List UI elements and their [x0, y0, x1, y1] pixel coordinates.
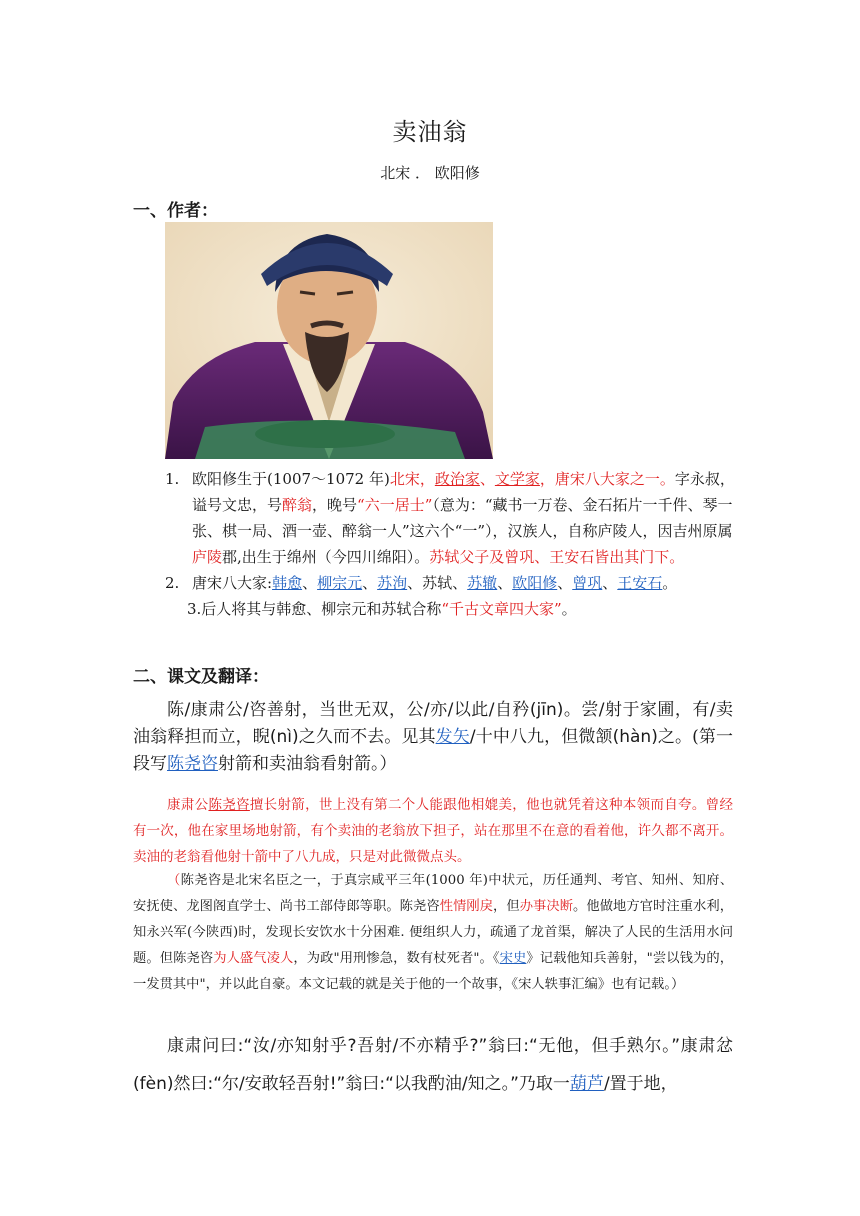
link-wang-anshi[interactable]: 王安石: [617, 574, 663, 592]
link-su-xun[interactable]: 苏洵: [377, 574, 408, 592]
link-ouyang-xiu[interactable]: 欧阳修: [512, 574, 558, 592]
link-chen-yaozi[interactable]: 陈尧咨: [167, 754, 218, 774]
classical-text-paragraph-1: 陈/康肃公/咨善射，当世无双，公/亦/以此/自矜(jīn)。尝/射于家圃，有/卖油翁释担而立，睨(nì)之久而不去。见其发矢/十中八九，但微颔(hàn)之。(第一段写陈尧咨射箭和卖油翁看射箭。）: [133, 700, 734, 774]
section-heading-text: 二、课文及翻译：: [133, 667, 269, 687]
link-su-zhe[interactable]: 苏辙: [467, 574, 498, 592]
link-song-shi[interactable]: 宋史: [499, 951, 527, 966]
link-han-yu[interactable]: 韩愈: [272, 574, 303, 592]
list-item: 1. 欧阳修生于(1007～1072 年)北宋，政治家、文学家，唐宋八大家之一。字永叔，谥号文忠，号醉翁，晚号“六一居士”（意为：“藏书一万卷、金石拓片一千件、琴一张、棋一局、酒一壶、醉翁一人”这六个“一”），汉族人，自称庐陵人，因吉州原属庐陵郡,出生于绵州（今四川绵阳）。苏轼父子及曾巩、王安石皆出其门下。: [165, 466, 735, 570]
link-hu-lu[interactable]: 葫芦: [569, 1074, 604, 1094]
page-title: 卖油翁: [392, 118, 468, 146]
list-item: 2. 唐宋八大家:韩愈、柳宗元、苏洵、苏轼、苏辙、欧阳修、曾巩、王安石。: [165, 570, 735, 596]
list-number: 1.: [165, 470, 180, 488]
author-info-list: [165, 466, 735, 622]
link-liu-zongyuan[interactable]: 柳宗元: [317, 574, 363, 592]
list-item: 3.后人将其与韩愈、柳宗元和苏轼合称“千古文章四大家”。: [187, 600, 577, 618]
portrait-image: [165, 222, 493, 459]
translation-paragraph: 康肃公陈尧咨擅长射箭，世上没有第二个人能跟他相媲美，他也就凭着这种本领而自夸。曾经有一次，他在家里场地射箭，有个卖油的老翁放下担子，站在那里不在意的看着他，许久都不离开。卖油的老翁看他射十箭中了八九成，只是对此微微点头。: [133, 797, 733, 865]
link-fa-shi[interactable]: 发矢: [435, 727, 470, 747]
section-heading-author: 一、作者：: [133, 201, 218, 221]
author-byline: 北宋 ． 欧阳修: [380, 164, 480, 182]
link-zeng-gong[interactable]: 曾巩: [572, 574, 603, 592]
list-number: 2.: [165, 574, 180, 592]
classical-text-paragraph-2: 康肃问曰:“汝/亦知射乎?吾射/不亦精乎?”翁曰:“无他，但手熟尔。”康肃忿(fèn)然曰:“尔/安敢轻吾射!”翁曰:“以我酌油/知之。”乃取一葫芦/置于地，: [133, 1036, 733, 1094]
background-note: （陈尧咨是北宋名臣之一，于真宗咸平三年(1000 年)中状元，历任通判、考官、知州、知府、安抚使、龙图阁直学士、尚书工部侍郎等职。陈尧咨性情刚戾，但办事决断。他做地方官时注重水利，知永兴军(今陕西)时，发现长安饮水十分困难. 便组织人力，疏通了龙首渠，解决了人民的生活用水问题。但陈尧咨为人盛气凌人，为政"用刑惨急，数有杖死者"。《宋史》记载他知兵善射，"尝以钱为的，一发贯其中"，并以此自豪。本文记载的就是关于他的一个故事，《宋人轶事汇编》也有记载。）: [133, 873, 734, 992]
